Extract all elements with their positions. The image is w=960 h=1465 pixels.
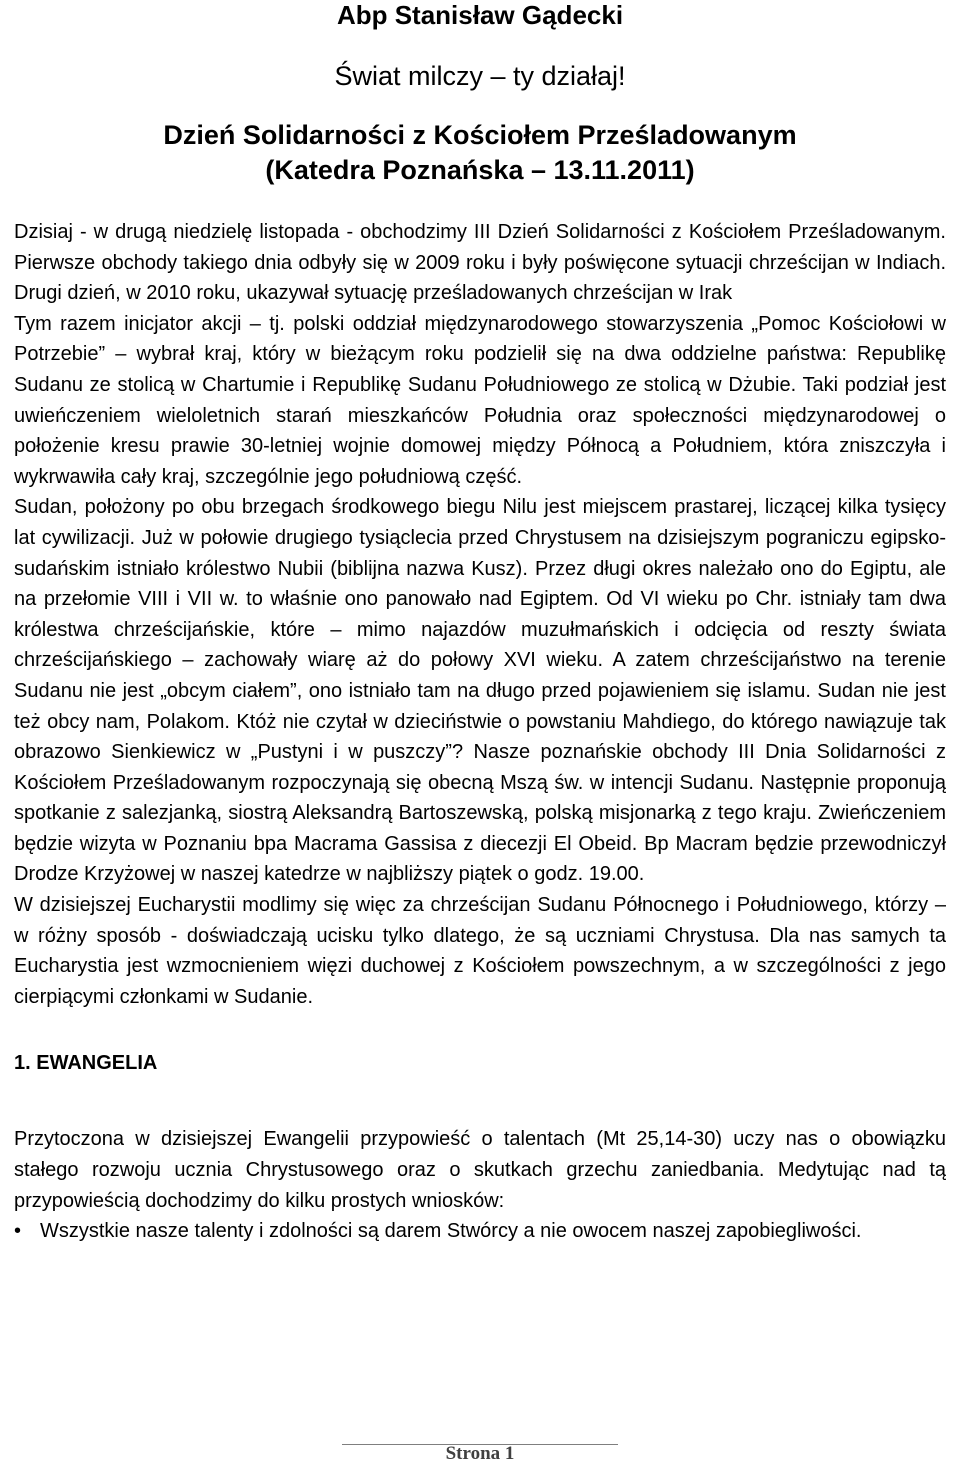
paragraph: Sudan, położony po obu brzegach środkowego biegu Nilu jest miejscem prastarej, liczącej kilka tysięcy lat cywilizacji. Już w połowie drugiego tysiąclecia przed Chrystusem na dzisiejszym pograniczu egipsko-sudańskim istniało królestwo Nubii (biblijna nazwa Kusz). Przez długi okres należało ono do Egiptu, ale na przełomie VIII i VII w. to właśnie ono panowało nad Egiptem. Od VI wieku po Chr. istniały tam dwa królestwa chrześcijańskie, które – mimo najazdów muzułmańskich i odcięcia od reszty świata chrześcijańskiego – zachowały wiarę aż do połowy XVI wieku. A zatem chrześcijaństwo na terenie Sudanu nie jest „obcym ciałem”, ono istniało tam na długo przed pojawieniem się islamu. Sudan nie jest też obcy nam, Polakom. Któż nie czytał w dzieciństwie o powstaniu Mahdiego, do którego nawiązuje tak obrazowo Sienkiewicz w „Pustyni i w puszczy”? Nasze poznańskie obchody III Dnia Solidarności z Kościołem Prześladowanym rozpoczynają się obecną Mszą św. w intencji Sudanu. Następnie proponują spotkanie z salezjanką, siostrą Aleksandrą Bartoszewską, polską misjonarką z tego kraju. Zwieńczeniem będzie wizyta w Poznaniu bpa Macrama Gassisa z diecezji El Obeid. Bp Macram będzie przewodniczył Drodze Krzyżowej w naszej katedrze w najbliższy piątek o godz. 19.00. — [14, 496, 946, 886]
gospel-section — [14, 1124, 946, 1246]
document-page — [14, 0, 946, 1247]
event-title-line1: Dzień Solidarności z Kościołem Prześladowanym — [163, 120, 797, 150]
page-footer — [0, 1443, 960, 1465]
author-heading: Abp Stanisław Gądecki — [336, 0, 624, 30]
sermon-subtitle: Świat milczy – ty działaj! — [334, 61, 626, 91]
bullet-text: Wszystkie nasze talenty i zdolności są darem Stwórcy a nie owocem naszej zapobiegliwości. — [40, 1220, 862, 1243]
bullet-icon: • — [14, 1220, 22, 1243]
paragraph: Dzisiaj - w drugą niedzielę listopada - obchodzimy III Dzień Solidarności z Kościołem Prześladowanym. Pierwsze obchody takiego dnia odbyły się w 2009 roku i były poświęcone sytuacji chrześcijan w Indiach. Drugi dzień, w 2010 roku, ukazywał sytuację prześladowanych chrześcijan w Irak — [14, 221, 946, 305]
event-title-line2: (Katedra Poznańska – 13.11.2011) — [265, 155, 695, 185]
page-number: Strona 1 — [445, 1443, 515, 1464]
paragraph: Tym razem inicjator akcji – tj. polski oddział międzynarodowego stowarzyszenia „Pomoc Kościołowi w Potrzebie” – wybrał kraj, który w bieżącym roku podzielił się na dwa oddzielne państwa: Republikę Sudanu ze stolicą w Chartumie i Republikę Sudanu Południowego ze stolicą w Dżubie. Taki podział jest uwieńczeniem wieloletnich starań mieszkańców Południa oraz społeczności międzynarodowej o położenie kresu prawie 30-letniej wojnie domowej między Północą a Południem, która zniszczyła i wykrwawiła cały kraj, szczególnie jego południową część. — [14, 312, 946, 488]
paragraph: W dzisiejszej Eucharystii modlimy się więc za chrześcijan Sudanu Północnego i Południowego, którzy – w różny sposób - doświadczają ucisku tylko dlatego, że są uczniami Chrystusa. Dla nas samych ta Eucharystia jest wzmocnieniem więzi duchowej z Kościołem powszechnym, a w szczególności z jego cierpiącymi członkami w Sudanie. — [14, 894, 946, 1008]
event-title — [14, 118, 946, 188]
paragraph: Przytoczona w dzisiejszej Ewangelii przypowieść o talentach (Mt 25,14-30) uczy nas o obowiązku stałego rozwoju ucznia Chrystusowego oraz o skutkach grzechu zaniedbania. Medytując nad tą przypowieścią dochodzimy do kilku prostych wniosków: — [14, 1128, 946, 1212]
intro-section — [14, 217, 946, 1012]
section-heading: 1. EWANGELIA — [14, 1052, 158, 1075]
bullet-item — [14, 1216, 946, 1247]
